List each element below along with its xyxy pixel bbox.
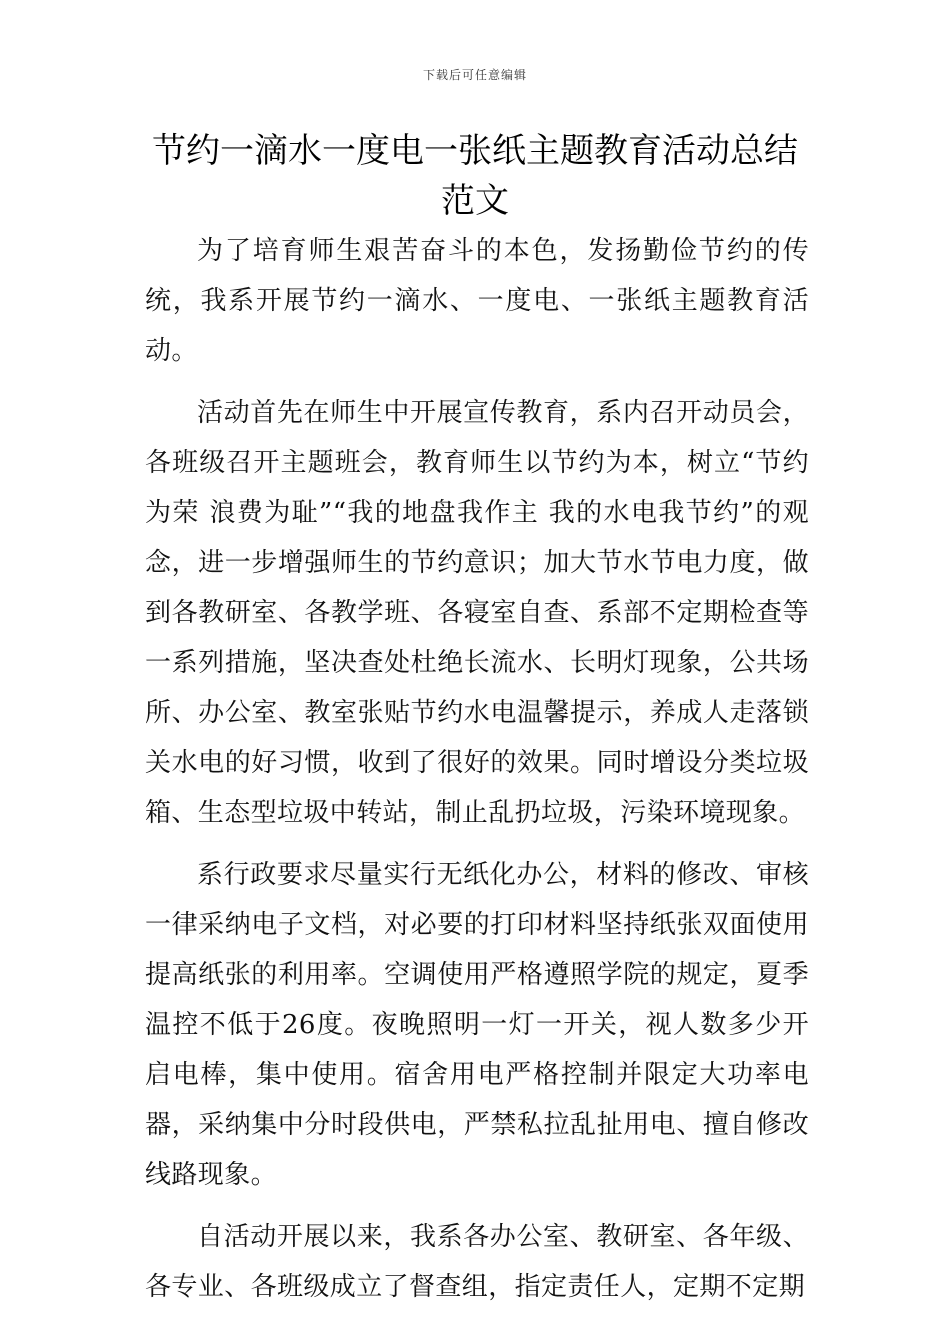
document-title: 节约一滴水一度电一张纸主题教育活动总结范文 [152, 131, 798, 221]
header-note: 下载后可任意编辑 [422, 68, 527, 82]
paragraph-4: 自活动开展以来，我系各办公室、教研室、各年级、各专业、各班级成立了督查组，指定责任人，定期不定期 [145, 1222, 809, 1302]
paragraph-3: 系行政要求尽量实行无纸化办公，材料的修改、审核一律采纳电子文档，对必要的打印材料坚持纸张双面使用提高纸张的利用率。空调使用严格遵照学院的规定，夏季温控不低于26度。夜晚照明一灯一开关，视人数多少开启电棒，集中使用。宿舍用电严格控制并限定大功率电器，采纳集中分时段供电，严禁私拉乱扯用电、擅自修改线路现象。 [145, 860, 809, 1190]
document-body [145, 226, 809, 1312]
paragraph-2: 活动首先在师生中开展宣传教育，系内召开动员会，各班级召开主题班会，教育师生以节约为本，树立“节约为荣 浪费为耻”“我的地盘我作主 我的水电我节约”的观念，进一步增强师生的节约意识；加大节水节电力度，做到各教研室、各教学班、各寝室自查、系部不定期检查等一系列措施，坚决查处杜绝长流水、长明灯现象，公共场所、办公室、教室张贴节约水电温馨提示，养成人走落锁关水电的好习惯，收到了很好的效果。同时增设分类垃圾箱、生态型垃圾中转站，制止乱扔垃圾，污染环境现象。 [145, 398, 809, 828]
paragraph-1: 为了培育师生艰苦奋斗的本色，发扬勤俭节约的传统，我系开展节约一滴水、一度电、一张纸主题教育活动。 [145, 236, 809, 366]
